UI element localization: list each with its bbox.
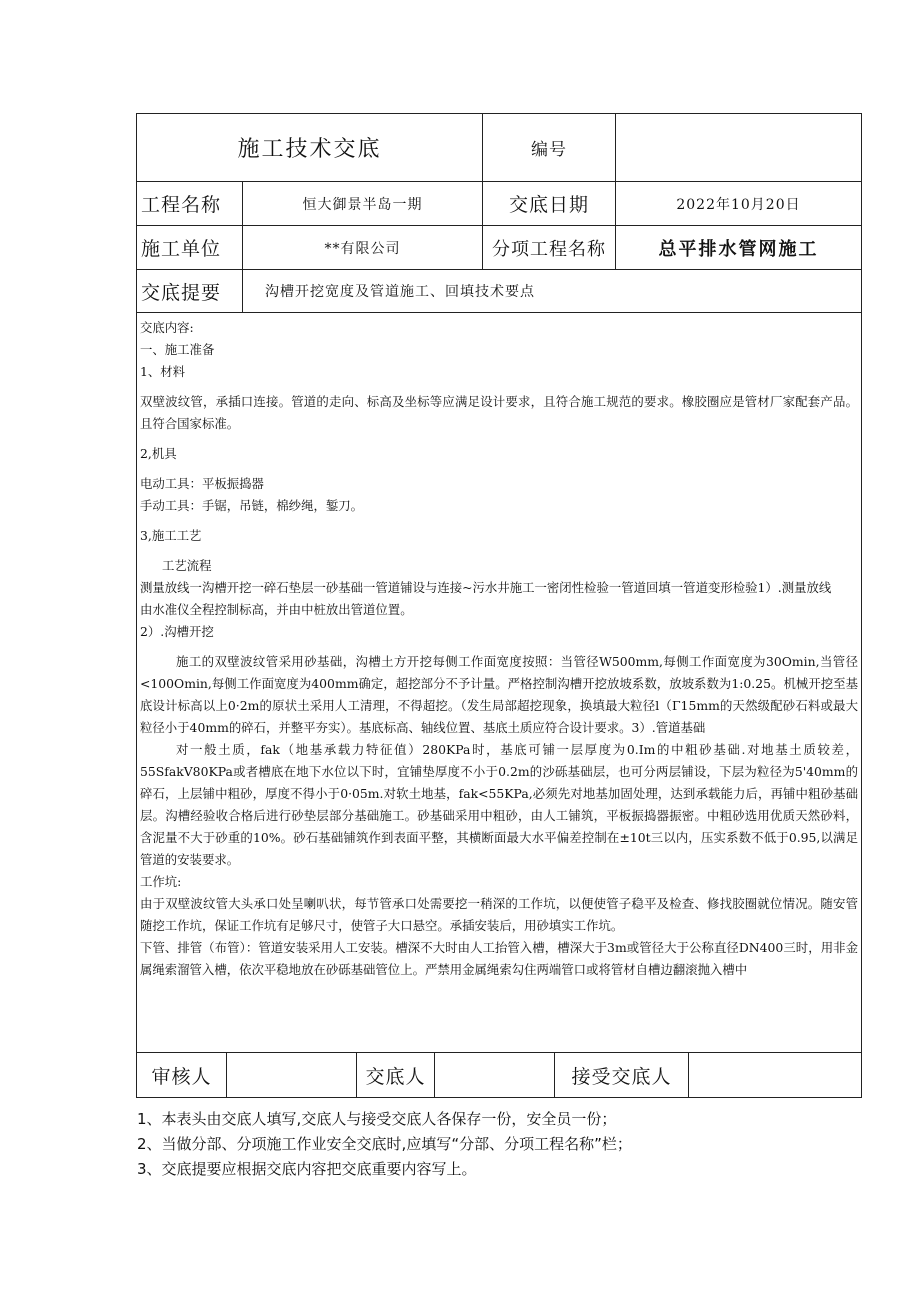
signature-row — [137, 1053, 861, 1097]
section-process: 3,施工工艺 — [140, 528, 202, 543]
content-heading: 交底内容: — [140, 320, 194, 335]
summary-value: 沟槽开挖宽度及管道施工、回填技术要点 — [265, 284, 535, 300]
discloser-label: 交底人 — [365, 1065, 426, 1088]
form-title: 施工技术交底 — [237, 137, 382, 162]
pit-paragraph: 由于双壁波纹管大头承口处呈喇叭状，每节管承口处需要挖一稍深的工作坑，以便使管子稳平及检查、修找胶圈就位情况。随安管随挖工作坑，保证工作坑有足够尺寸，使管子大口悬空。承插安装后，用砂填实工作坑。 — [140, 896, 858, 933]
summary-label-cell — [137, 270, 243, 312]
unit-value: **有限公司 — [324, 240, 401, 257]
title-row — [137, 114, 861, 182]
sub-value-cell — [616, 226, 861, 269]
sub-label: 分项工程名称 — [492, 238, 606, 260]
receiver-value-cell[interactable] — [689, 1053, 861, 1097]
review-label-cell — [137, 1053, 227, 1097]
review-label: 审核人 — [151, 1065, 212, 1088]
materials-paragraph: 双壁波纹管，承插口连接。管道的走向、标高及坐标等应满足设计要求，且符合施工规范的要求。橡胶圈应是管材厂家配套产品。且符合国家标准。 — [140, 394, 858, 431]
receiver-label-cell — [555, 1053, 689, 1097]
note-item: 1、本表头由交底人填写,交底人与接受交底人各保存一份，安全员一份； — [137, 1110, 617, 1128]
unit-label: 施工单位 — [141, 238, 222, 260]
unit-value-cell — [243, 226, 483, 269]
receiver-label: 接受交底人 — [571, 1065, 672, 1088]
note-item: 2、当做分部、分项施工作业安全交底时,应填写“分部、分项工程名称”栏； — [137, 1135, 632, 1153]
form-notes — [137, 1107, 632, 1182]
code-label-cell — [483, 114, 616, 181]
sub-label-cell — [483, 226, 616, 269]
section-trench: 2）.沟槽开挖 — [140, 624, 214, 639]
discloser-label-cell — [357, 1053, 435, 1097]
tools-electric: 电动工具：平板振捣器 — [140, 476, 264, 491]
unit-row — [137, 226, 861, 270]
survey-text: 由水准仪全程控制标高，并由中桩放出管道位置。 — [140, 602, 413, 617]
flow-title: 工艺流程 — [162, 558, 212, 573]
tools-manual: 手动工具：手锯，吊链，棉纱绳，錾刀。 — [140, 498, 364, 513]
discloser-value-cell[interactable] — [435, 1053, 555, 1097]
project-label-cell — [137, 182, 243, 225]
code-label: 编号 — [531, 140, 567, 160]
summary-label: 交底提要 — [141, 281, 222, 304]
flow-text: 测量放线一沟槽开挖一碎石垫层一砂基础一管道铺设与连接~污水井施工一密闭性检验一管道回填一管道变形检验1）.测量放线 — [140, 580, 832, 595]
unit-label-cell — [137, 226, 243, 269]
date-label-cell — [483, 182, 616, 225]
project-row — [137, 182, 861, 226]
note-item: 3、交底提要应根据交底内容把交底重要内容写上。 — [137, 1160, 477, 1178]
project-value: 恒大御景半岛一期 — [302, 196, 423, 213]
date-value-cell — [616, 182, 861, 225]
disclosure-form — [136, 113, 862, 1098]
date-label: 交底日期 — [508, 194, 589, 216]
title-cell — [137, 114, 483, 181]
summary-value-cell — [243, 270, 861, 312]
sub-value: 总平排水管网施工 — [658, 238, 819, 260]
section-materials: 1、材料 — [140, 364, 186, 379]
project-label: 工程名称 — [141, 194, 222, 216]
code-value-cell — [616, 114, 861, 181]
disclosure-content — [137, 313, 861, 1053]
project-value-cell — [243, 182, 483, 225]
section-prep: 一、施工准备 — [140, 342, 215, 357]
lowering-paragraph: 下管、排管（布管）：管道安装采用人工安装。槽深不大时由人工抬管入槽，槽深大于3m或管径大于公称直径DN400三时，用非金属绳索溜管入槽，依次平稳地放在砂砾基础管位上。严禁用金属绳索勾住两端管口或将管材自槽边翻滚抛入槽中 — [140, 940, 858, 977]
summary-row — [137, 270, 861, 313]
base-paragraph: 对一般土质，fak（地基承载力特征值）280KPa时，基底可铺一层厚度为0.Im的中粗砂基础.对地基土质较差，55SfakV80KPa或者槽底在地下水位以下时，宜铺垫厚度不小于0.2m的沙砾基础层，也可分两层铺设，下层为粒径为5'40mm的碎石，上层铺中粗砂，厚度不得小于0·05m.对软土地基，fak<55KPa,必须先对地基加固处理，达到承载能力后，再铺中粗砂基础层。沟槽经验收合格后进行砂垫层部分基础施工。砂基础采用中粗砂，由人工铺筑，平板振捣器振密。中粗砂选用优质天然砂料，含泥量不大于砂重的10%。砂石基础铺筑作到表面平整，其横断面最大水平偏差控制在±10t三以内，压实系数不低于0.95,以满足管道的安装要求。 — [140, 742, 858, 867]
section-tools: 2,机具 — [140, 446, 177, 461]
pit-title: 工作坑: — [140, 874, 182, 889]
date-value: 2022年10月20日 — [676, 196, 801, 213]
trench-paragraph: 施工的双壁波纹管采用砂基础，沟槽土方开挖每侧工作面宽度按照：当管径W500mm,每侧工作面宽度为30Omin,当管径<100Omin,每侧工作面宽度为400mm确定，超挖部分不予计量。严格控制沟槽开挖放坡系数，放坡系数为1:0.25。机械开挖至基底设计标高以上0·2m的原状土采用人工清理，不得超挖。（发生局部超挖现象，换填最大粒径l（Γ15mm的天然级配砂石料或最大粒径小于40mm的碎石，并整平夯实）。基底标高、轴线位置、基底土质应符合设计要求。3）.管道基础 — [140, 654, 858, 735]
review-value-cell[interactable] — [227, 1053, 357, 1097]
